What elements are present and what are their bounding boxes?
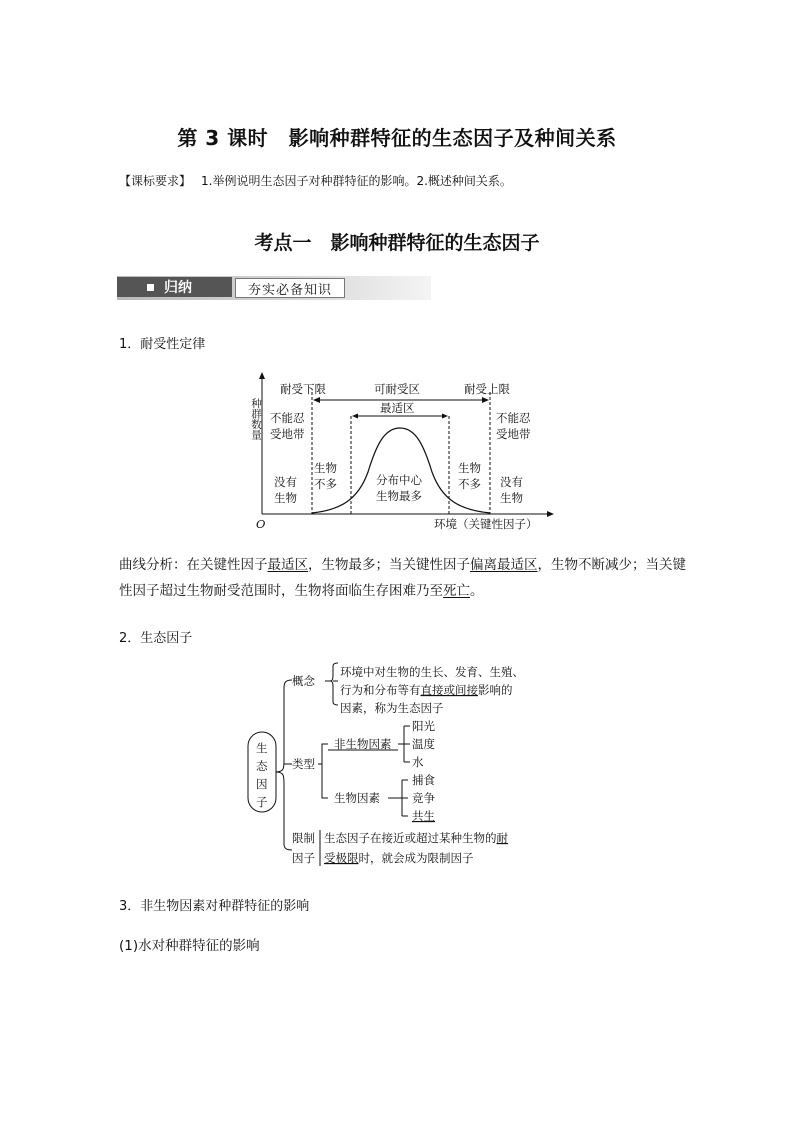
few-left-2: 不多 <box>314 477 337 491</box>
type-brace <box>318 744 328 798</box>
biotic-brace <box>388 780 408 816</box>
analysis-text: 。 <box>470 583 484 599</box>
y-axis-arrow-icon <box>259 372 265 379</box>
intolerant-right-1: 不能忍 <box>496 411 531 425</box>
none-right-1: 没有 <box>500 475 523 489</box>
limit-label-2: 因子 <box>292 851 315 865</box>
concept-line-2-b: 影响的 <box>478 683 513 697</box>
limit-line-2-b: 时，就会成为限制因子 <box>358 851 474 865</box>
requirement-text: 1.举例说明生态因子对种群特征的影响。2.概述种间关系。 <box>201 174 512 188</box>
concept-line-2-underline: 直接或间接 <box>420 683 478 697</box>
few-right-2: 不多 <box>458 477 481 491</box>
intolerant-left-2: 受地带 <box>270 427 305 441</box>
arrow-right-icon <box>442 414 448 419</box>
analysis-underline: 最适区 <box>267 557 308 573</box>
type-label: 类型 <box>292 757 315 771</box>
concept-line-3: 因素，称为生态因子 <box>340 701 444 715</box>
few-right-1: 生物 <box>458 461 481 475</box>
brace-upper <box>276 680 292 772</box>
tolerable-zone-label: 可耐受区 <box>374 382 420 396</box>
none-right-2: 生物 <box>500 491 523 505</box>
arrow-left-icon <box>352 414 358 419</box>
limit-line-1 <box>324 831 509 845</box>
biotic-item: 竞争 <box>412 791 435 805</box>
abiotic-item: 阳光 <box>412 719 435 733</box>
biotic-item: 捕食 <box>412 773 435 787</box>
root-char: 因 <box>256 777 268 791</box>
concept-line-1: 环境中对生物的生长、发育、生殖、 <box>340 665 524 679</box>
heading-abiotic-effects: 3．非生物因素对种群特征的影响 <box>119 899 310 914</box>
x-axis-arrow-icon <box>547 511 554 517</box>
factor-diagram <box>240 660 560 870</box>
intolerant-left-1: 不能忍 <box>270 411 305 425</box>
biotic-item-underline: 共生 <box>412 809 435 823</box>
arrow-right-icon <box>482 397 489 403</box>
heading-ecological-factors: 2．生态因子 <box>119 631 193 646</box>
concept-line-2-a: 行为和分布等有 <box>340 683 421 697</box>
few-left-1: 生物 <box>314 461 337 475</box>
subheading-water: (1)水对种群特征的影响 <box>119 938 260 954</box>
analysis-text: ，生物最多；当关键性因子 <box>308 557 470 573</box>
analysis-text: 曲线分析：在关键性因子 <box>119 557 268 573</box>
intolerant-right-2: 受地带 <box>496 427 531 441</box>
origin-label: O <box>256 517 266 531</box>
banner-left-label: 归纳 <box>164 280 192 296</box>
biotic-label: 生物因素 <box>334 791 380 805</box>
limit-line-1-underline: 耐 <box>496 831 508 845</box>
limit-line-1-a: 生态因子在接近或超过某种生物的 <box>324 831 497 845</box>
analysis-text: ，生物不断减少；当关键性因子超过生物耐受范围时，生物将面临生存困难乃至 <box>119 557 686 599</box>
optimal-zone-label: 最适区 <box>380 401 415 415</box>
arrow-left-icon <box>313 397 320 403</box>
brace-lower <box>276 772 292 850</box>
abiotic-brace <box>398 726 410 762</box>
upper-limit-label: 耐受上限 <box>464 382 510 396</box>
heading-tolerance-law: 1．耐受性定律 <box>119 337 206 352</box>
banner-right: 夯实必备知识 <box>235 278 345 298</box>
limit-label-1: 限制 <box>292 831 315 845</box>
square-icon <box>147 284 154 291</box>
abiotic-item: 温度 <box>412 737 435 751</box>
lower-limit-label: 耐受下限 <box>280 382 326 396</box>
concept-line-2 <box>340 683 513 697</box>
center-1: 分布中心 <box>376 473 422 487</box>
none-left-1: 没有 <box>274 475 297 489</box>
root-char: 子 <box>256 795 268 809</box>
center-2: 生物最多 <box>376 489 422 503</box>
y-axis-label-char: 种群数量 <box>250 398 262 440</box>
banner-left <box>117 277 232 297</box>
tolerance-diagram <box>250 372 560 534</box>
analysis-underline: 偏离最适区 <box>470 557 538 573</box>
limit-line-2-underline: 受极限 <box>324 851 359 865</box>
abiotic-item: 水 <box>412 755 424 769</box>
root-char: 生 <box>256 741 268 755</box>
limit-line-2 <box>324 851 474 865</box>
page-title: 第 3 课时 影响种群特征的生态因子及种间关系 <box>177 126 617 150</box>
abiotic-label: 非生物因素 <box>334 737 392 751</box>
analysis-underline: 死亡 <box>443 583 470 599</box>
curve-analysis <box>119 552 689 604</box>
concept-brace <box>325 663 338 705</box>
none-left-2: 生物 <box>274 491 297 505</box>
root-char: 态 <box>256 759 268 773</box>
curriculum-requirement <box>119 172 512 189</box>
x-axis-label: 环境（关键性因子） <box>434 517 538 531</box>
requirement-tag: 【课标要求】 <box>119 174 192 188</box>
concept-label: 概念 <box>292 674 315 688</box>
section-title: 考点一 影响种群特征的生态因子 <box>254 232 540 254</box>
